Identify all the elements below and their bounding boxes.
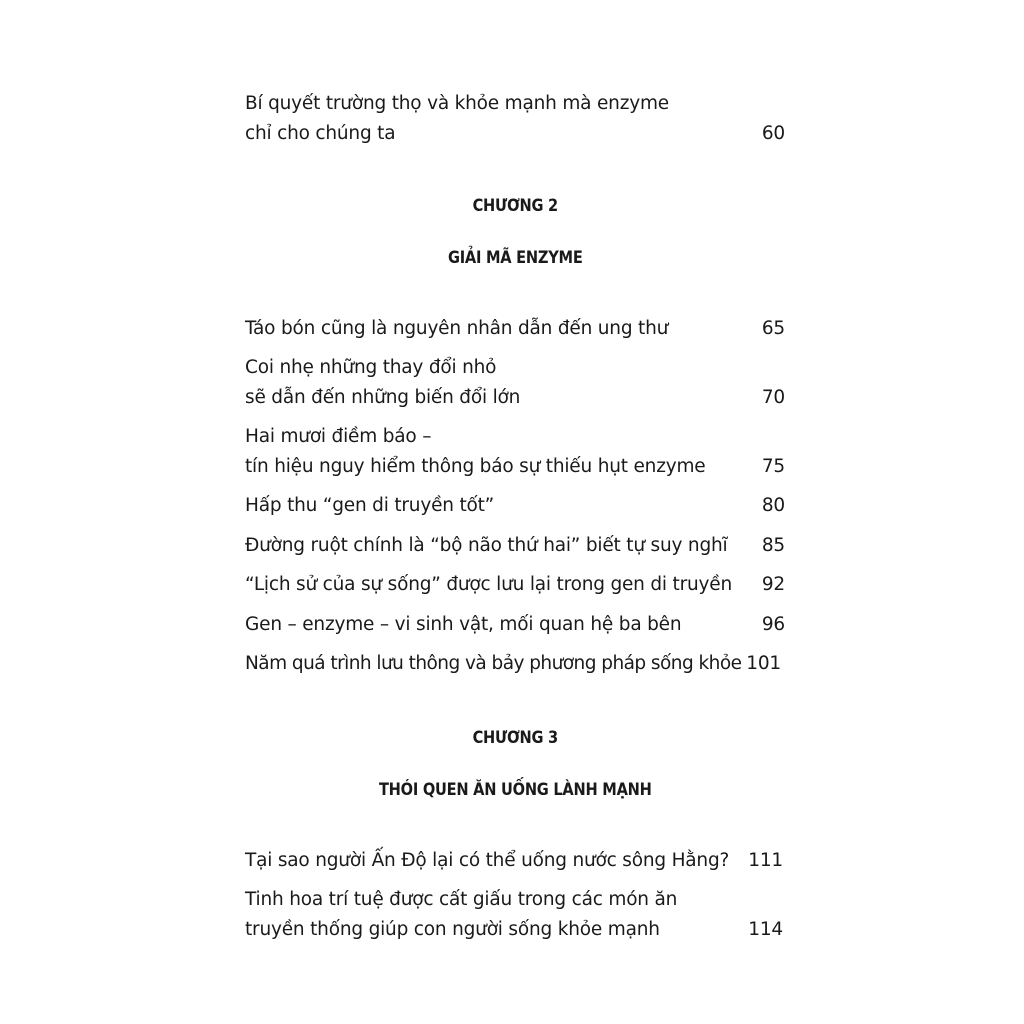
toc-entry-line: Gen – enzyme – vi sinh vật, mối quan hệ ba bên <box>245 614 682 635</box>
chapter-title: THÓI QUEN ĂN UỐNG LÀNH MẠNH <box>378 780 652 800</box>
toc-page-number: 75 <box>761 456 785 477</box>
toc-entry[interactable] <box>245 610 785 640</box>
toc-entry-line: Bí quyết trường thọ và khỏe mạnh mà enzyme <box>245 93 669 114</box>
toc-entry-line: truyền thống giúp con người sống khỏe mạnh <box>245 919 660 940</box>
toc-page-number: 114 <box>748 919 783 940</box>
toc-entry-line: tín hiệu nguy hiểm thông báo sự thiếu hụt enzyme <box>245 456 706 477</box>
toc-entry[interactable] <box>245 491 785 521</box>
chapter-number: CHƯƠNG 3 <box>472 728 558 748</box>
toc-page-number: 70 <box>761 387 785 408</box>
toc-page-number: 96 <box>761 614 785 635</box>
toc-entry[interactable] <box>245 570 785 600</box>
toc-page-number: 92 <box>761 574 785 595</box>
toc-entry[interactable] <box>245 649 785 679</box>
toc-entry-line: Coi nhẹ những thay đổi nhỏ <box>245 357 497 378</box>
toc-entry-line: Tại sao người Ấn Độ lại có thể uống nước sông Hằng? <box>245 850 730 871</box>
toc-entry[interactable] <box>245 422 785 482</box>
toc-entry[interactable] <box>245 531 785 561</box>
toc-entry-line: chỉ cho chúng ta <box>245 123 396 144</box>
toc-entry-line: Hấp thu “gen di truyền tốt” <box>245 495 495 516</box>
toc-entry-line: Hai mươi điềm báo – <box>245 426 432 447</box>
toc-entry-line: Táo bón cũng là nguyên nhân dẫn đến ung thư <box>245 318 669 339</box>
chapter-title: GIẢI MÃ ENZYME <box>447 248 583 268</box>
toc-page-number: 111 <box>748 850 783 871</box>
toc-entry-line: Tinh hoa trí tuệ được cất giấu trong các món ăn <box>245 889 678 910</box>
toc-entry[interactable] <box>245 846 785 876</box>
toc-entry-line: Năm quá trình lưu thông và bảy phương pháp sống khỏe <box>245 653 742 674</box>
toc-entry[interactable] <box>245 353 785 413</box>
toc-entry[interactable] <box>245 314 785 344</box>
toc-entry[interactable] <box>245 885 785 945</box>
toc-entry-line: sẽ dẫn đến những biến đổi lớn <box>245 387 521 408</box>
toc-page-number: 60 <box>761 123 785 144</box>
chapter-number: CHƯƠNG 2 <box>472 196 558 216</box>
toc-entry-line: Đường ruột chính là “bộ não thứ hai” biết tự suy nghĩ <box>245 535 728 556</box>
toc-page-number: 80 <box>761 495 785 516</box>
toc-page-number: 85 <box>761 535 785 556</box>
toc-entry-line: “Lịch sử của sự sống” được lưu lại trong gen di truyền <box>245 574 732 595</box>
toc-page-number: 101 <box>746 653 781 674</box>
toc-page-number: 65 <box>761 318 785 339</box>
toc-entry[interactable] <box>245 89 785 149</box>
